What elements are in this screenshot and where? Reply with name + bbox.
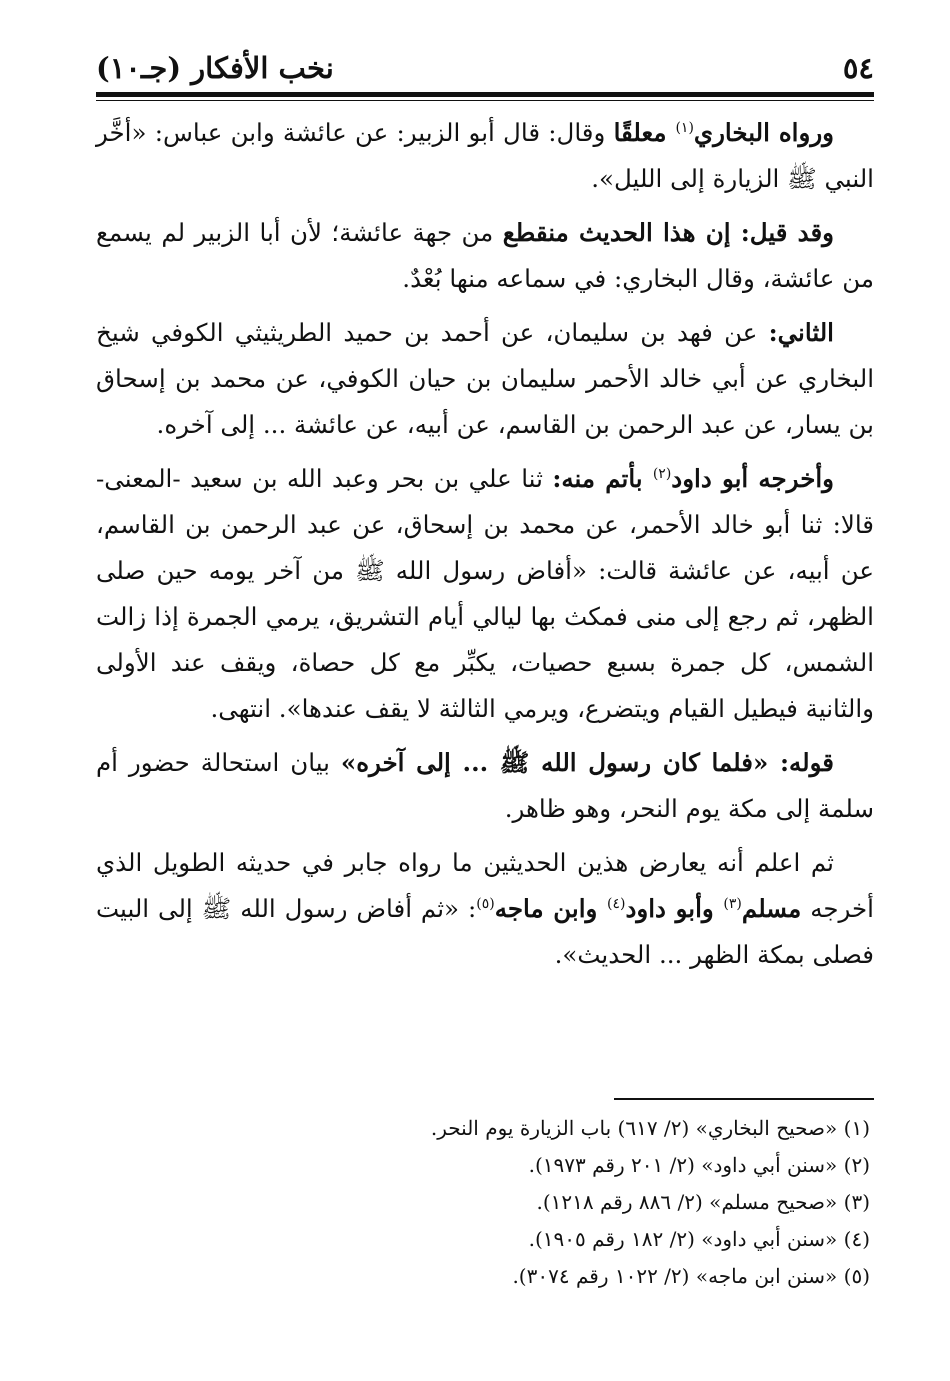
paragraph: [96, 310, 874, 448]
bold-text: ورواه البخاري: [693, 118, 834, 147]
header-rule-thick: [96, 92, 874, 97]
footnote: (٥) «سنن ابن ماجه» (٢/ ١٠٢٢ رقم ٣٠٧٤).: [512, 1264, 870, 1288]
running-header: [96, 44, 874, 92]
footnote-ref: (٣): [723, 895, 742, 912]
text-run: من جهة عائشة؛ لأن أبا الزبير لم يسمع من عائشة، وقال البخاري: في سماعه منها بُعْدٌ.: [96, 218, 874, 293]
paragraph: [96, 110, 874, 202]
footnote-ref: (١): [675, 119, 694, 136]
paragraph: [96, 210, 874, 302]
footnote-ref: (٥): [476, 895, 495, 912]
text-run: : «ثم أفاض رسول الله ﷺ إلى البيت فصلى بمكة الظهر ... الحديث».: [96, 894, 874, 969]
footnote: (١) «صحيح البخاري» (٢/ ٦١٧) باب الزيارة يوم النحر.: [430, 1116, 870, 1140]
paragraph: [96, 456, 874, 732]
text-run: ثنا علي بن بحر وعبد الله بن سعيد -المعنى- قالا: ثنا أبو خالد الأحمر، عن محمد بن إسحاق، عن عبد الرحمن بن القاسم، عن أبيه، عن عائشة قالت: «أفاض رسول الله ﷺ من آخر يومه حين صلى الظهر، ثم رجع إلى منى فمكث بها ليالي أيام التشريق، يرمي الجمرة إذا زالت الشمس، كل جمرة بسبع حصيات، يكبِّر مع كل حصاة، ويقف عند الأولى والثانية فيطيل القيام ويتضرع، ويرمي الثالثة لا يقف عندها». انتهى.: [96, 464, 874, 723]
header-rule-thin: [96, 100, 874, 101]
page-number: ٥٤: [842, 51, 874, 85]
bold-text: بأتم منه:: [552, 464, 653, 493]
bold-text: وقد قيل: إن هذا الحديث منقطع: [502, 218, 834, 247]
bold-text: الثاني:: [768, 318, 834, 347]
book-title: نخب الأفكار (جـ١٠): [96, 51, 334, 85]
footnote: (٤) «سنن أبي داود» (٢/ ١٨٢ رقم ١٩٠٥).: [528, 1227, 870, 1251]
bold-text: وأبو داود: [625, 894, 724, 923]
bold-text: وابن ماجه: [494, 894, 608, 923]
main-text: [96, 110, 874, 986]
footnote-separator: [614, 1098, 874, 1100]
paragraph: [96, 840, 874, 978]
bold-text: قوله: «فلما كان رسول الله ﷺ ... إلى آخره»: [340, 748, 834, 777]
footnote: (٢) «سنن أبي داود» (٢/ ٢٠١ رقم ١٩٧٣).: [528, 1153, 870, 1177]
text-run: ثم اعلم أنه يعارض هذين الحديثين ما رواه جابر في حديثه الطويل الذي أخرجه: [96, 848, 874, 923]
bold-text: وأخرجه أبو داود: [671, 464, 834, 493]
footnote-ref: (٢): [652, 465, 672, 482]
footnote: (٣) «صحيح مسلم» (٢/ ٨٨٦ رقم ١٢١٨).: [536, 1190, 870, 1214]
bold-text: معلقًا: [613, 118, 676, 147]
paragraph: [96, 740, 874, 832]
text-run: عن فهد بن سليمان، عن أحمد بن حميد الطريثيثي الكوفي شيخ البخاري عن أبي خالد الأحمر سليمان بن حيان الكوفي، عن محمد بن إسحاق بن يسار، عن عبد الرحمن بن القاسم، عن أبيه، عن عائشة ... إلى آخره.: [96, 318, 874, 439]
footnotes: [96, 1110, 874, 1295]
bold-text: مسلم: [741, 894, 802, 923]
text-run: بيان استحالة حضور أم سلمة إلى مكة يوم النحر، وهو ظاهر.: [96, 748, 874, 823]
footnote-ref: (٤): [607, 895, 626, 912]
text-run: وقال: قال أبو الزبير: عن عائشة وابن عباس: «أخَّر النبي ﷺ الزيارة إلى الليل».: [96, 118, 874, 193]
